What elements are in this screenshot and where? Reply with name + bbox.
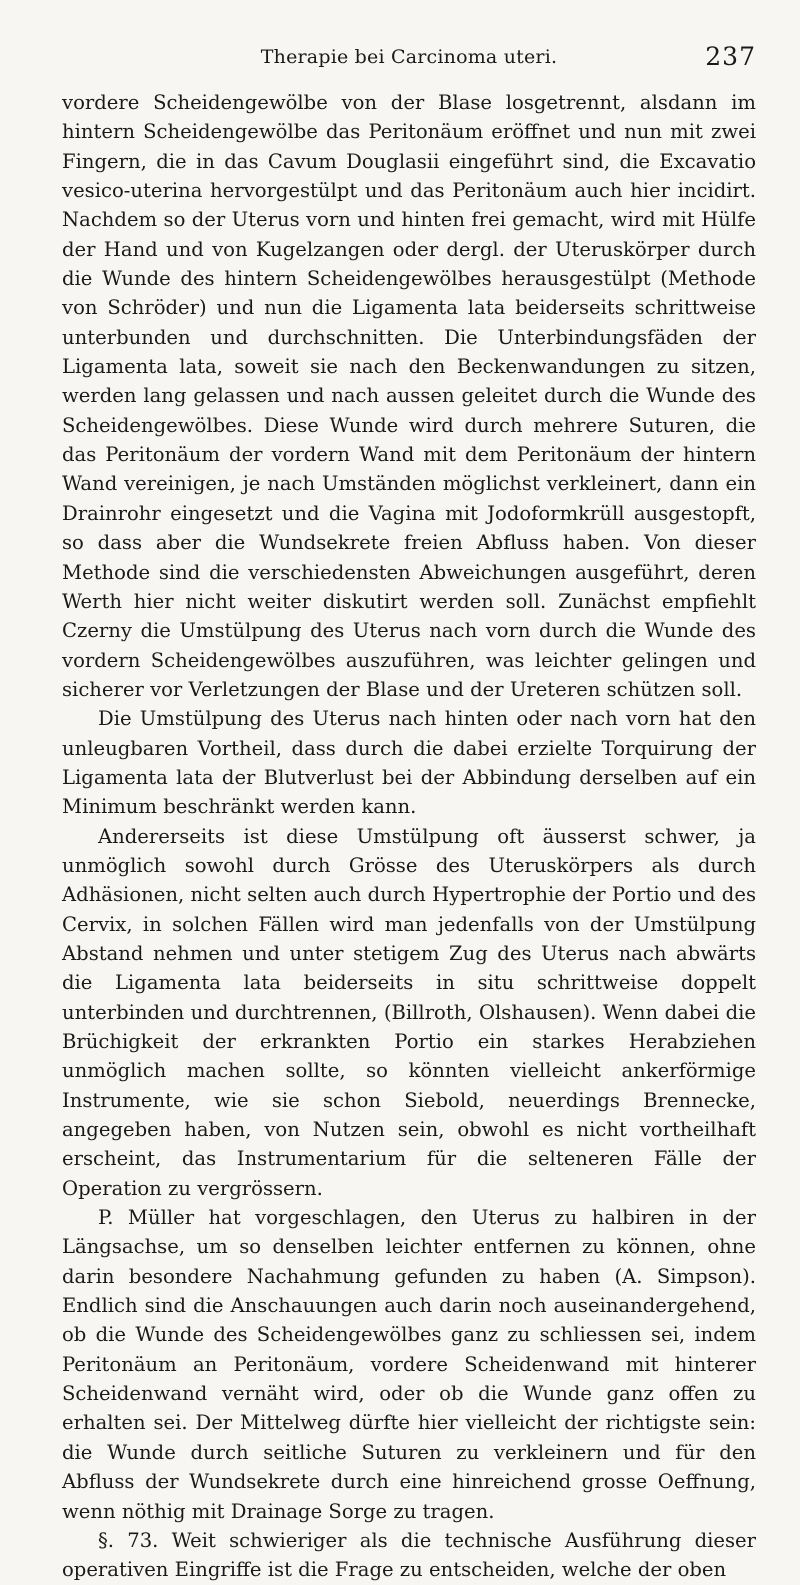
paragraph: Die Umstülpung des Uterus nach hinten oder nach vorn hat den unleugbaren Vortheil, dass durch die dabei erzielte Torquirung der Ligamenta lata der Blutverlust bei der Abbindung derselben auf ein Minimum beschränkt werden kann. bbox=[62, 707, 756, 819]
body-text bbox=[62, 88, 756, 1585]
running-header bbox=[62, 42, 756, 78]
page-number: 237 bbox=[705, 42, 756, 71]
paragraph: P. Müller hat vorgeschlagen, den Uterus zu halbiren in der Längsachse, um so denselben leichter entfernen zu können, ohne darin besondere Nachahmung gefunden zu haben (A. Simpson). Endlich sind die Anschauungen auch darin noch auseinandergehend, ob die Wunde des Scheidengewölbes ganz zu schliessen sei, indem Peritonäum an Peritonäum, vordere Scheidenwand mit hinterer Scheidenwand vernäht wird, oder ob die Wunde ganz offen zu erhalten sei. Der Mittelweg dürfte hier vielleicht der richtigste sein: die Wunde durch seitliche Suturen zu verkleinern und für den Abfluss der Wundsekrete durch eine hinreichend grosse Oeffnung, wenn nöthig mit Drainage Sorge zu tragen. bbox=[62, 1206, 756, 1523]
paragraph: vordere Scheidengewölbe von der Blase losgetrennt, alsdann im hintern Scheidengewölbe das Peritonäum eröffnet und nun mit zwei Fingern, die in das Cavum Douglasii eingeführt sind, die Excavatio vesico-uterina hervorgestülpt und das Peritonäum auch hier incidirt. Nachdem so der Uterus vorn und hinten frei gemacht, wird mit Hülfe der Hand und von Kugelzangen oder dergl. der Uteruskörper durch die Wunde des hintern Scheidengewölbes herausgestülpt (Methode von Schröder) und nun die Ligamenta lata beiderseits schrittweise unterbunden und durchschnitten. Die Unterbindungsfäden der Ligamenta lata, soweit sie nach den Beckenwandungen zu sitzen, werden lang gelassen und nach aussen geleitet durch die Wunde des Scheidengewölbes. Diese Wunde wird durch mehrere Suturen, die das Peritonäum der vordern Wand mit dem Peritonäum der hintern Wand vereinigen, je nach Umständen möglichst verkleinert, dann ein Drainrohr eingesetzt und die Vagina mit Jodoformkrüll ausgestopft, so dass aber die Wundsekrete freien Abfluss haben. Von dieser Methode sind die verschiedensten Abweichungen ausgeführt, deren Werth hier nicht weiter diskutirt werden soll. Zunächst empfiehlt Czerny die Umstülpung des Uterus nach vorn durch die Wunde des vordern Scheidengewölbes auszuführen, was leichter gelingen und sicherer vor Verletzungen der Blase und der Ureteren schützen soll. bbox=[62, 91, 756, 701]
running-title: Therapie bei Carcinoma uteri. bbox=[260, 46, 558, 68]
paragraph: Andererseits ist diese Umstülpung oft äusserst schwer, ja unmöglich sowohl durch Grösse des Uteruskörpers als durch Adhäsionen, nicht selten auch durch Hypertrophie der Portio und des Cervix, in solchen Fällen wird man jedenfalls von der Umstülpung Abstand nehmen und unter stetigem Zug des Uterus nach abwärts die Ligamenta lata beiderseits in situ schrittweise doppelt unterbinden und durchtrennen, (Billroth, Olshausen). Wenn dabei die Brüchigkeit der erkrankten Portio ein starkes Herabziehen unmöglich machen sollte, so könnten vielleicht ankerförmige Instrumente, wie sie schon Siebold, neuerdings Brennecke, angegeben haben, von Nutzen sein, obwohl es nicht vortheilhaft erscheint, das Instrumentarium für die selteneren Fälle der Operation zu vergrössern. bbox=[62, 824, 756, 1200]
paragraph: §. 73. Weit schwieriger als die technische Ausführung dieser operativen Eingriffe ist die Frage zu entscheiden, welche der oben bbox=[62, 1528, 756, 1582]
